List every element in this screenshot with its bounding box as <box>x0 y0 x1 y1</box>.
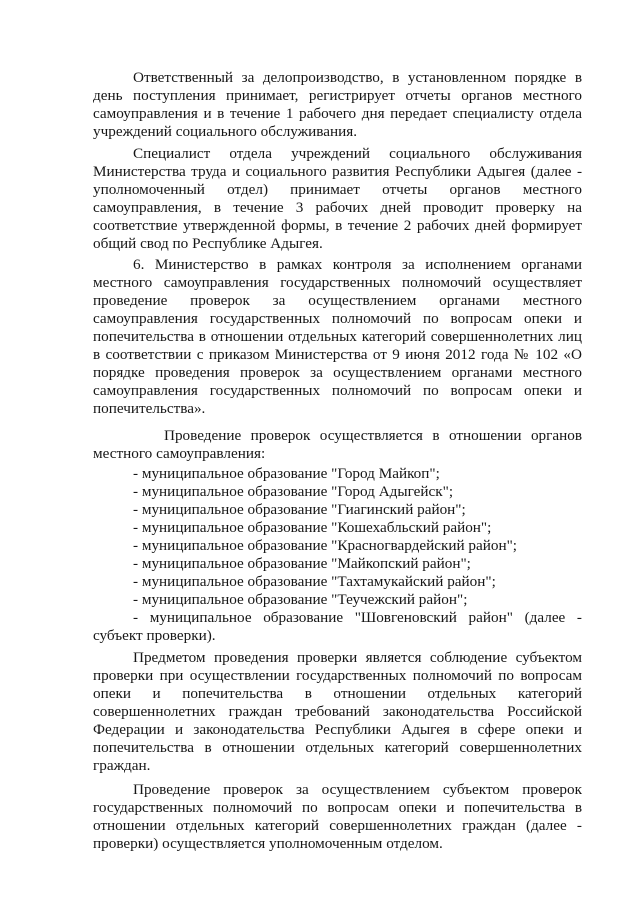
text-line: проведение проверок за осуществлением органами местного <box>93 292 582 309</box>
text-line: проверки) осуществляется уполномоченным отделом. <box>93 835 443 852</box>
text-line: общий свод по Республике Адыгея. <box>93 235 323 252</box>
text-line: субъект проверки). <box>93 627 216 644</box>
text-line: самоуправления государственных полномочий по вопросам опеки и <box>93 382 582 399</box>
list-item: - муниципальное образование "Город Майкоп"; <box>133 465 440 482</box>
text-line: день поступления принимает, регистрирует отчеты органов местного <box>93 87 582 104</box>
text-line: отношении отдельных категорий совершеннолетних граждан (далее - <box>93 817 582 834</box>
text-line: опеки и попечительства в отношении отдельных категорий <box>93 685 582 702</box>
list-item: - муниципальное образование "Красногвардейский район"; <box>133 537 518 554</box>
text-line: Проведение проверок за осуществлением субъектом проверок <box>133 781 582 798</box>
list-item: - муниципальное образование "Гиагинский район"; <box>133 501 466 518</box>
text-line: попечительства». <box>93 400 206 417</box>
text-line: Проведение проверок осуществляется в отношении органов <box>164 427 582 444</box>
list-item: - муниципальное образование "Теучежский район"; <box>133 591 468 608</box>
text-line: местного самоуправления государственных полномочий осуществляет <box>93 274 582 291</box>
list-item: - муниципальное образование "Город Адыгейск"; <box>133 483 454 500</box>
text-line: Специалист отдела учреждений социального обслуживания <box>133 145 582 162</box>
text-line: уполномоченный отдел) принимает отчеты органов местного <box>93 181 582 198</box>
text-line: местного самоуправления: <box>93 445 266 462</box>
text-line: самоуправления, в течение 3 рабочих дней проводит проверку на <box>93 199 582 216</box>
text-line: совершеннолетних граждан требований законодательства Российской <box>93 703 582 720</box>
list-item: - муниципальное образование "Шовгеновский район" (далее - <box>133 609 582 626</box>
text-line: Ответственный за делопроизводство, в установленном порядке в <box>133 69 582 86</box>
text-line: попечительства в отношении отдельных категорий совершеннолетних лиц <box>93 328 582 345</box>
text-line: проверки при осуществлении государственных полномочий по вопросам <box>93 667 582 684</box>
text-line: Предметом проведения проверки является соблюдение субъектом <box>133 649 582 666</box>
list-item: - муниципальное образование "Кошехабльский район"; <box>133 519 492 536</box>
list-item: - муниципальное образование "Тахтамукайский район"; <box>133 573 496 590</box>
text-line: порядке проведения проверок за осуществлением органами местного <box>93 364 582 381</box>
text-line: Министерства труда и социального развития Республики Адыгея (далее - <box>93 163 582 180</box>
text-line: самоуправления и в течение 1 рабочего дня передает специалисту отдела <box>93 105 582 122</box>
text-line: соответствие утвержденной формы, в течение 2 рабочих дней формирует <box>93 217 582 234</box>
text-line: государственных полномочий по вопросам опеки и попечительства в <box>93 799 582 816</box>
text-line: самоуправления государственных полномочий по вопросам опеки и <box>93 310 582 327</box>
text-line: Федерации и законодательства Республики Адыгея в сфере опеки и <box>93 721 582 738</box>
text-line: в соответствии с приказом Министерства от 9 июня 2012 года № 102 «О <box>93 346 582 363</box>
text-line: попечительства в отношении отдельных категорий совершеннолетних <box>93 739 582 756</box>
text-line: граждан. <box>93 757 151 774</box>
text-line: учреждений социального обслуживания. <box>93 123 358 140</box>
text-line: 6. Министерство в рамках контроля за исполнением органами <box>133 256 582 273</box>
list-item: - муниципальное образование "Майкопский район"; <box>133 555 471 572</box>
